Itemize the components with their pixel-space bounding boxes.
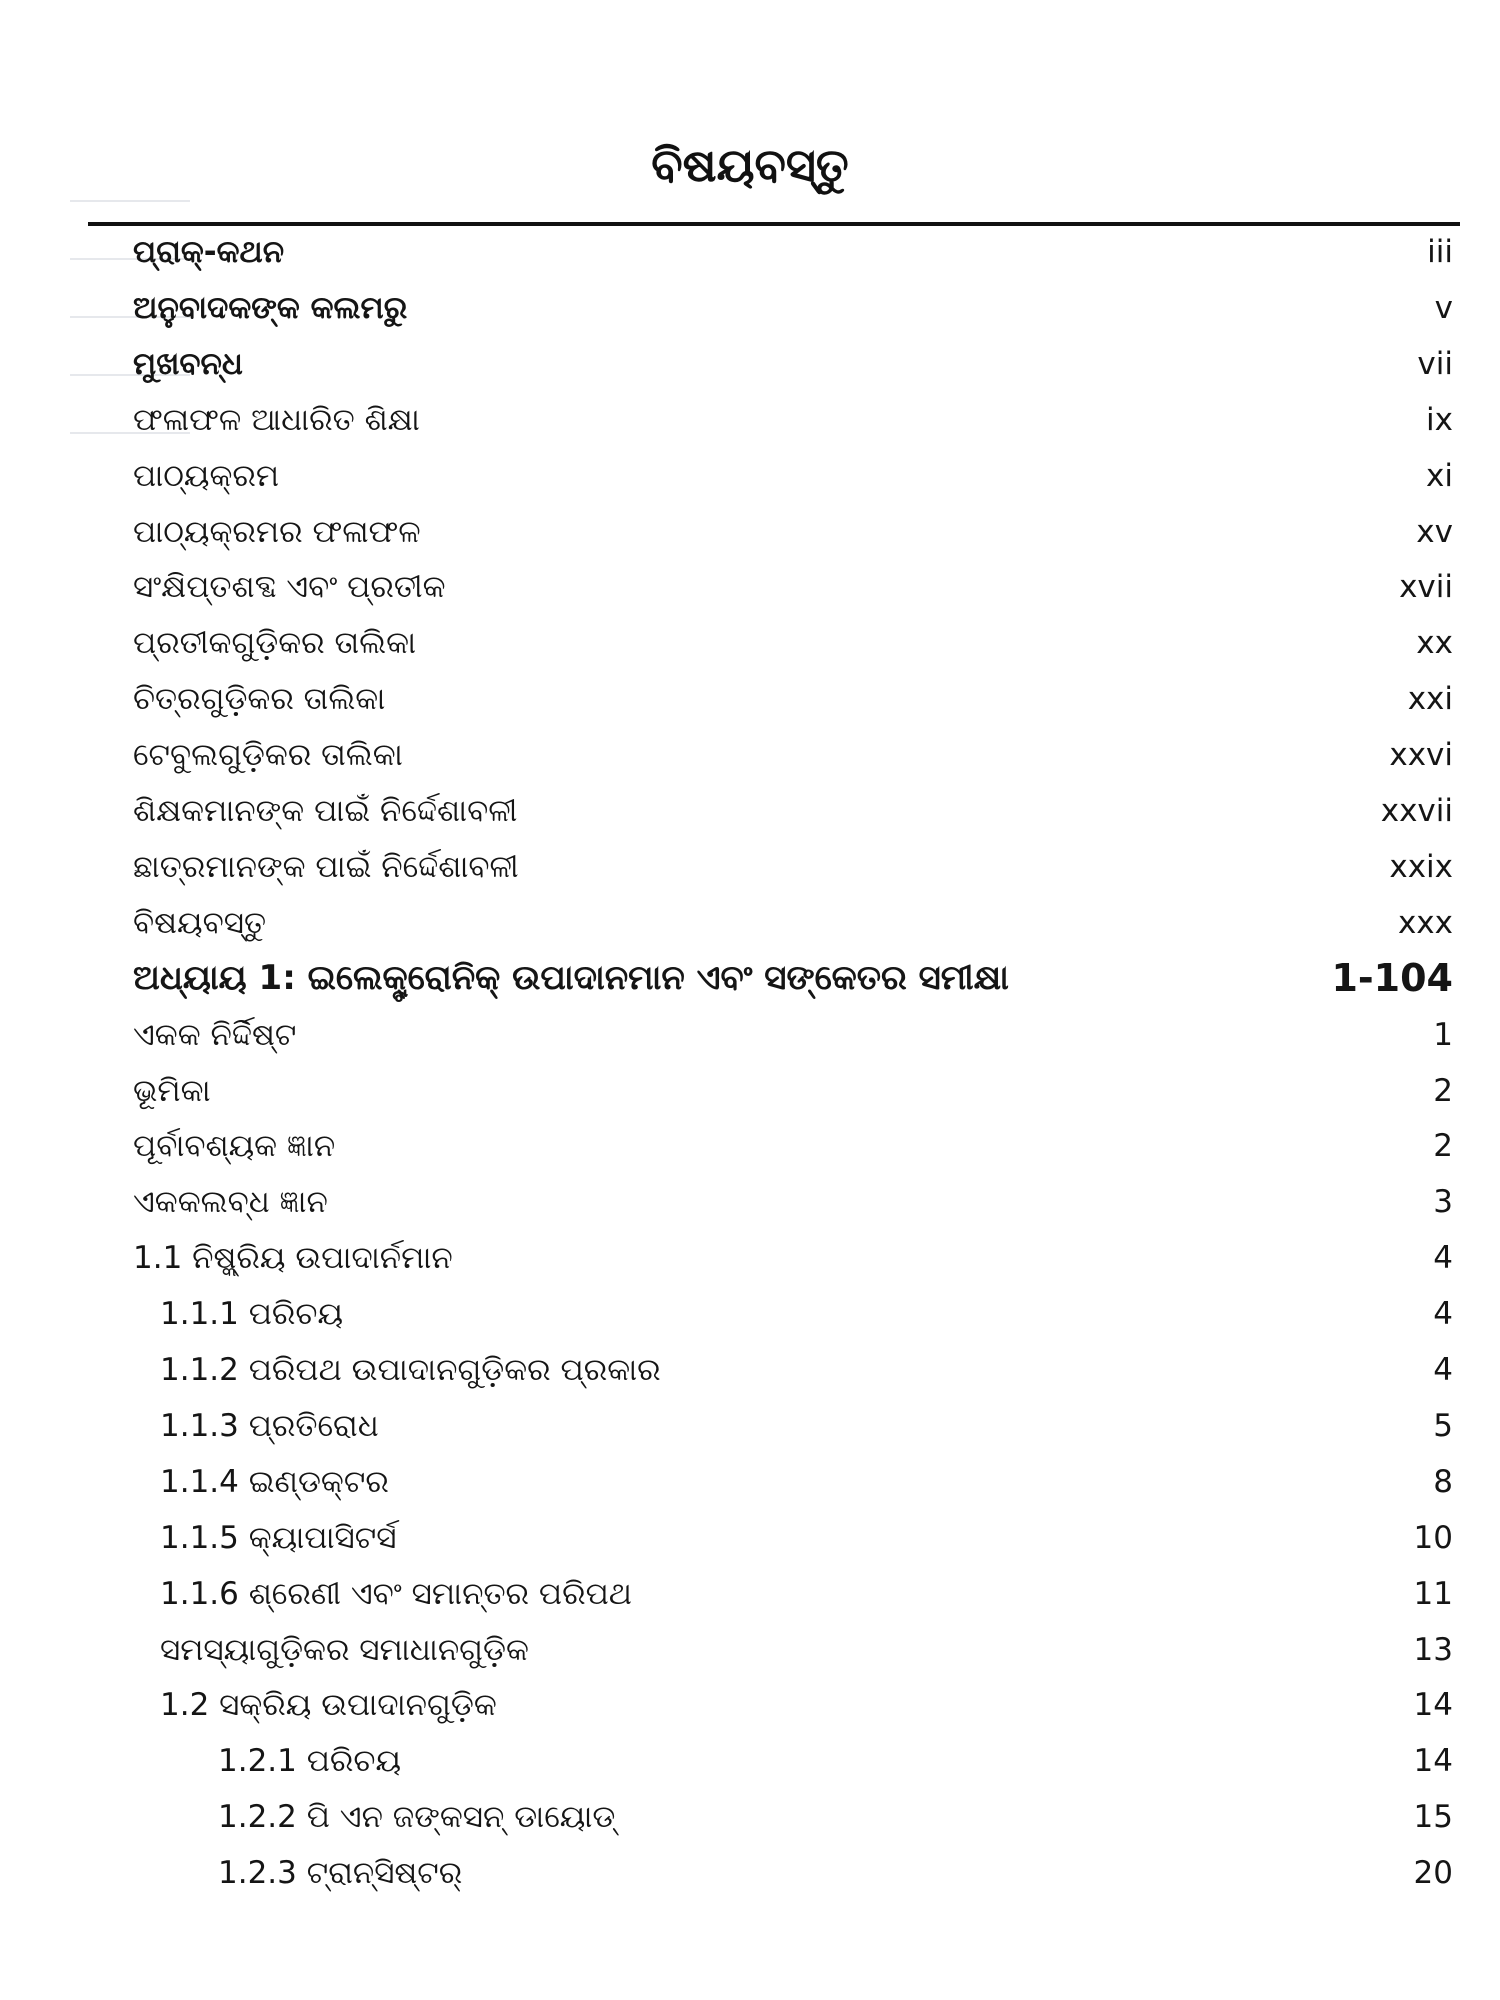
toc-entry-page: 4 <box>1433 1240 1453 1277</box>
toc-entry[interactable] <box>0 1735 1500 1791</box>
toc-entry-label: ଏକକ ନିର୍ଦ୍ଦିଷ୍ଟ <box>133 1016 297 1053</box>
toc-entry[interactable] <box>0 394 1500 450</box>
toc-entry-page: xxi <box>1407 681 1453 718</box>
toc-entry-label: ଚିତ୍ରଗୁଡ଼ିକର ତାଲିକା <box>133 681 386 718</box>
toc-entry-label: 1.2 ସକ୍ରିୟ ଉପାଦାନଗୁଡ଼ିକ <box>160 1687 497 1724</box>
toc-entry[interactable] <box>0 841 1500 897</box>
toc-entry[interactable] <box>0 1847 1500 1903</box>
toc-entry-page: 15 <box>1413 1799 1453 1836</box>
toc-entry[interactable] <box>0 338 1500 394</box>
toc-entry[interactable] <box>0 561 1500 617</box>
toc-entry-label: 1.1.5 କ୍ୟାପାସିଟର୍ସ <box>160 1519 397 1556</box>
toc-entry[interactable] <box>0 897 1500 953</box>
toc-entry-page: 2 <box>1433 1128 1453 1165</box>
toc-entry-page: 4 <box>1433 1352 1453 1388</box>
toc-entry-label: ଅନୁବାଦକଙ୍କ କଲମରୁ <box>133 289 408 326</box>
toc-entry-label: ସମସ୍ୟାଗୁଡ଼ିକର ସମାଧାନଗୁଡ଼ିକ <box>160 1631 529 1668</box>
toc-entry-label: ଅଧ୍ୟାୟ 1: ଇଲେକ୍ଟ୍ରୋନିକ୍ ଉପାଦାନମାନ ଏବଂ ସଙ୍କେତର ସମୀକ୍ଷା <box>133 957 1009 998</box>
toc-entry-page: xvii <box>1399 569 1453 606</box>
toc-entry[interactable] <box>0 785 1500 841</box>
toc-entry-label: ଛାତ୍ରମାନଙ୍କ ପାଇଁ ନିର୍ଦ୍ଦେଶାବଳୀ <box>133 848 519 885</box>
toc-entry-page: 20 <box>1413 1855 1453 1892</box>
toc-entry-label: 1.1.1 ପରିଚୟ <box>160 1296 344 1333</box>
toc-entry-page: 11 <box>1413 1575 1453 1612</box>
toc-entry-label: ପ୍ରାକ୍-କଥନ <box>133 234 285 270</box>
toc-entry-label: 1.1.3 ପ୍ରତିରୋଧ <box>160 1407 379 1444</box>
toc-entry-label: 1.1.4 ଇଣ୍ଡକ୍ଟର <box>160 1463 389 1500</box>
toc-entry-page: ix <box>1426 401 1453 438</box>
toc-entry-page: xxvi <box>1389 737 1453 774</box>
toc-entry-label: 1.1 ନିଷ୍କ୍ରିୟ ଉପାଦାର୍ନମାନ <box>133 1240 453 1277</box>
toc-entry-label: ସଂକ୍ଷିପ୍ତଶବ୍ଦ ଏବଂ ପ୍ରତୀକ <box>133 569 446 606</box>
toc-entry[interactable] <box>0 1176 1500 1232</box>
toc-entry-page: 8 <box>1433 1463 1453 1500</box>
toc-entry-label: ପାଠ୍ୟକ୍ରମର ଫଳାଫଳ <box>133 513 421 550</box>
toc-entry[interactable] <box>0 1679 1500 1735</box>
toc-entry[interactable] <box>0 1624 1500 1680</box>
toc-entry-page: xxx <box>1397 904 1453 941</box>
toc-entry-page: 1 <box>1433 1016 1453 1053</box>
toc-entry-page: 13 <box>1413 1631 1453 1668</box>
toc-entry-label: ଭୂମିକା <box>133 1072 211 1109</box>
toc-entry-page: 4 <box>1433 1296 1453 1333</box>
toc-entry[interactable] <box>0 1568 1500 1624</box>
toc-entry[interactable] <box>0 1009 1500 1065</box>
toc-entry-label: ମୁଖବନ୍ଧ <box>133 345 243 382</box>
toc-entry-page: xxvii <box>1380 793 1453 829</box>
toc-entry[interactable] <box>0 282 1500 338</box>
toc-entry[interactable] <box>0 1512 1500 1568</box>
toc-entry-label: ଟେବୁଲଗୁଡ଼ିକର ତାଲିକା <box>133 737 403 774</box>
toc-entry-label: 1.2.3 ଟ୍ରାନ୍ସିଷ୍ଟର୍ <box>218 1855 463 1892</box>
toc-entry[interactable] <box>0 1065 1500 1121</box>
toc-entry-label: ଏକକଲବ୍ଧ ଜ୍ଞାନ <box>133 1184 328 1221</box>
toc-entry-page: xv <box>1416 513 1453 550</box>
toc-chapter-row[interactable] <box>0 953 1500 1009</box>
toc-entry-label: ପାଠ୍ୟକ୍ରମ <box>133 457 280 494</box>
toc-entry[interactable] <box>0 1344 1500 1400</box>
toc-entry-page: 10 <box>1413 1519 1453 1556</box>
toc-entry-page: 3 <box>1433 1184 1453 1221</box>
toc-entry[interactable] <box>0 1791 1500 1847</box>
toc-entry[interactable] <box>0 226 1500 282</box>
toc-entry-label: ଫଳାଫଳ ଆଧାରିତ ଶିକ୍ଷା <box>133 401 420 438</box>
toc-entry-page: vii <box>1417 345 1453 382</box>
toc-entry-page: 14 <box>1413 1743 1453 1780</box>
toc-entry[interactable] <box>0 506 1500 562</box>
toc-entry[interactable] <box>0 729 1500 785</box>
toc-entry[interactable] <box>0 1288 1500 1344</box>
toc-entry[interactable] <box>0 617 1500 673</box>
toc-entry-label: ପ୍ରତୀକଗୁଡ଼ିକର ତାଲିକା <box>133 625 417 662</box>
toc-entry-page: v <box>1434 289 1453 326</box>
toc-entry-page: iii <box>1427 234 1453 270</box>
toc-entry-page: xi <box>1426 457 1453 494</box>
toc-entry-page: 2 <box>1433 1072 1453 1109</box>
toc-entry-label: ବିଷୟବସ୍ତୁ <box>133 904 267 941</box>
toc-entry[interactable] <box>0 673 1500 729</box>
toc-entry[interactable] <box>0 1232 1500 1288</box>
toc-entry-label: 1.2.1 ପରିଚୟ <box>218 1743 402 1780</box>
toc-entry-label: 1.1.2 ପରିପଥ ଉପାଦାନଗୁଡ଼ିକର ପ୍ରକାର <box>160 1352 661 1388</box>
toc-entry[interactable] <box>0 1400 1500 1456</box>
toc-entry[interactable] <box>0 450 1500 506</box>
toc-entry-page: 1-104 <box>1331 955 1453 1000</box>
toc-entry-label: 1.1.6 ଶ୍ରେଣୀ ଏବଂ ସମାନ୍ତର ପରିପଥ <box>160 1575 632 1612</box>
toc-entry-label: ପୂର୍ବାବଶ୍ୟକ ଜ୍ଞାନ <box>133 1128 336 1165</box>
toc-entry-page: 5 <box>1433 1407 1453 1444</box>
toc-entry[interactable] <box>0 1456 1500 1512</box>
toc-entry-page: xxix <box>1389 848 1453 885</box>
toc-entry[interactable] <box>0 1120 1500 1176</box>
toc-entry-label: ଶିକ୍ଷକମାନଙ୍କ ପାଇଁ ନିର୍ଦ୍ଦେଶାବଳୀ <box>133 793 518 829</box>
toc-entry-label: 1.2.2 ପି ଏନ ଜଙ୍କସନ୍ ଡାୟୋଡ୍ <box>218 1799 616 1836</box>
toc-entry-page: 14 <box>1413 1687 1453 1724</box>
toc-entry-page: xx <box>1416 625 1453 662</box>
page-title: ବିଷୟବସ୍ତୁ <box>651 138 849 192</box>
